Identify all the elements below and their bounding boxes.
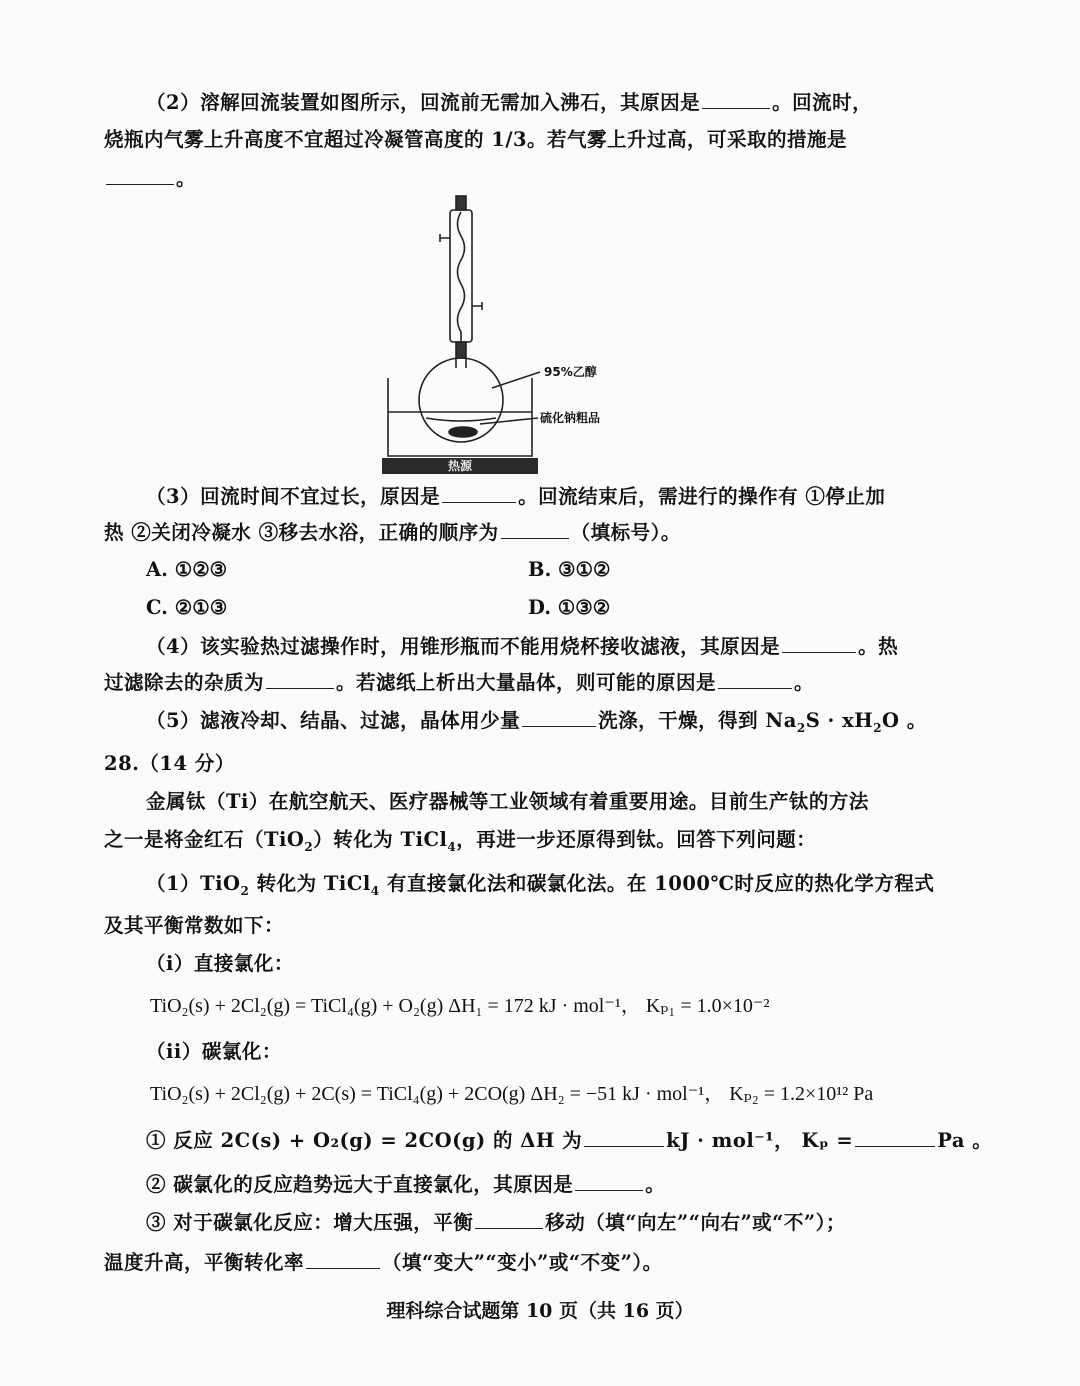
joint — [456, 342, 466, 358]
flask-neck — [456, 358, 466, 368]
water-outlet — [440, 234, 450, 242]
q27-p4-line1: （4）该实验热过滤操作时，用锥形瓶而不能用烧杯接收滤液，其原因是 。热 — [146, 632, 898, 661]
answer-blank[interactable] — [782, 632, 856, 653]
q27-p5-line: （5）滤液冷却、结晶、过滤，晶体用少量 洗涤，干燥，得到 $Na_2S \cdot xH_2O$ 。 — [146, 706, 927, 742]
q27-p2-line1: （2）溶解回流装置如图所示，回流前无需加入沸石，其原因是 。回流时， — [146, 88, 872, 117]
answer-blank[interactable] — [475, 1208, 543, 1229]
option-c[interactable]: C. ②①③ — [146, 596, 228, 619]
answer-blank[interactable] — [718, 668, 792, 689]
answer-blank[interactable] — [106, 164, 174, 185]
reflux-apparatus-figure — [380, 192, 650, 477]
equation-direct-chlorination: TiO₂(s) + 2Cl₂(g) = TiCl₄(g) + O₂(g) ΔH₁ = 172 kJ · mol⁻¹， Kₚ₁ = 1.0×10⁻² — [150, 995, 770, 1017]
q28-intro-line2: 之一是将金红石（TiO$_2$）转化为 TiCl$_4$，再进一步还原得到钛。回答下列问题： — [104, 828, 817, 854]
q28-header: 28.（14 分） — [104, 752, 235, 775]
q28-ii-label: （ii）碳氯化： — [146, 1040, 282, 1063]
option-d[interactable]: D. ①③② — [528, 596, 611, 619]
answer-blank[interactable] — [501, 518, 569, 539]
water-inlet — [472, 302, 482, 310]
answer-blank[interactable] — [442, 482, 516, 503]
q28-p1-line2: 及其平衡常数如下： — [104, 914, 285, 937]
flask-liquid — [426, 418, 496, 421]
water-bath — [388, 378, 532, 456]
answer-blank[interactable] — [702, 88, 770, 109]
condenser-coil — [458, 212, 465, 344]
q28-sub2: ② 碳氯化的反应趋势远大于直接氯化，其原因是 。 — [146, 1170, 665, 1199]
q28-sub3-line1: ③ 对于碳氯化反应：增大压强，平衡 移动（填“向左”“向右”或“不”）； — [146, 1208, 846, 1237]
page-footer: 理科综合试题第 10 页（共 16 页） — [386, 1300, 694, 1322]
q28-i-label: （i）直接氯化： — [146, 952, 294, 975]
q27-p2-line2: 烧瓶内气雾上升高度不宜超过冷凝管高度的 1/3。若气雾上升过高，可采取的措施是 — [104, 128, 848, 151]
q28-intro-line1: 金属钛（Ti）在航空航天、医疗器械等工业领域有着重要用途。目前生产钛的方法 — [146, 790, 869, 813]
option-b[interactable]: B. ③①② — [528, 558, 611, 581]
option-a[interactable]: A. ①②③ — [146, 558, 228, 581]
heat-source-label: 热源 — [447, 459, 473, 473]
condenser-jacket — [450, 210, 472, 342]
q28-p1-line1: （1）TiO$_2$ 转化为 TiCl$_4$ 有直接氯化法和碳氯化法。在 1000℃时反应的热化学方程式 — [146, 872, 935, 898]
answer-blank[interactable] — [575, 1170, 643, 1191]
equation-carbochlorination: TiO₂(s) + 2Cl₂(g) + 2C(s) = TiCl₄(g) + 2CO(g) ΔH₂ = −51 kJ · mol⁻¹， Kₚ₂ = 1.2×10¹² Pa — [150, 1083, 874, 1105]
crude-solid — [449, 427, 477, 437]
q28-sub3-line2: 温度升高，平衡转化率 （填“变大”“变小”或“不变”）。 — [104, 1248, 663, 1277]
answer-blank[interactable] — [855, 1126, 935, 1147]
q27-p4-line2: 过滤除去的杂质为 。若滤纸上析出大量晶体，则可能的原因是 。 — [104, 668, 814, 697]
ethanol-label: 95%乙醇 — [544, 365, 597, 379]
condenser-top — [456, 196, 466, 210]
q27-p3-line1: （3）回流时间不宜过长，原因是 。回流结束后，需进行的操作有 ①停止加 — [146, 482, 885, 511]
q27-p3-line2: 热 ②关闭冷凝水 ③移去水浴，正确的顺序为 （填标号）。 — [104, 518, 681, 547]
q28-sub1: ① 反应 2C(s) + O₂(g) = 2CO(g) 的 ΔH 为 kJ · mol⁻¹， Kₚ = Pa 。 — [146, 1126, 992, 1155]
crude-label: 硫化钠粗品 — [540, 411, 601, 425]
q27-p2-line3: 。 — [104, 164, 196, 193]
answer-blank[interactable] — [306, 1248, 380, 1269]
answer-blank[interactable] — [522, 706, 596, 727]
answer-blank[interactable] — [266, 668, 334, 689]
answer-blank[interactable] — [584, 1126, 664, 1147]
